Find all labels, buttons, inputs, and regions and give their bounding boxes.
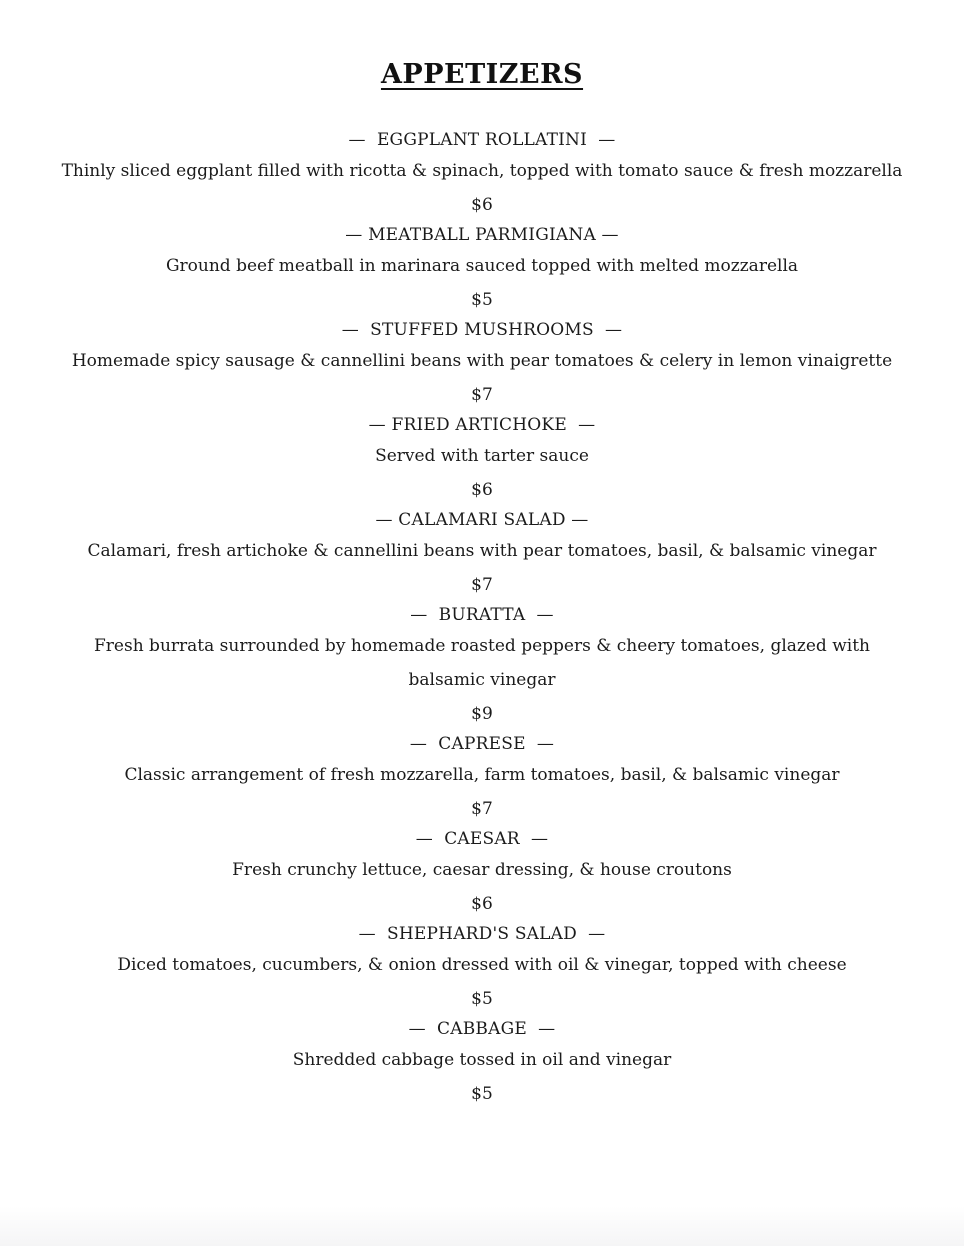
menu-item-stuffed-mushrooms: [0, 317, 964, 412]
menu-item-description: Thinly sliced eggplant filled with ricotta & spinach, topped with tomato sauce & fresh mozzarella: [61, 161, 903, 181]
menu-item-name: — SHEPHARD'S SALAD —: [358, 924, 606, 944]
menu-item-name: — CALAMARI SALAD —: [375, 510, 589, 530]
menu-item-description: Classic arrangement of fresh mozzarella, farm tomatoes, basil, & balsamic vinegar: [124, 765, 840, 785]
menu-item-buratta: [0, 602, 964, 731]
menu-item-price: $5: [471, 290, 493, 310]
menu-item-shephards-salad: [0, 921, 964, 1016]
page-title: APPETIZERS: [380, 59, 584, 90]
menu-item-price: $5: [471, 1084, 493, 1104]
menu-item-name: — BURATTA —: [410, 605, 554, 625]
menu-item-name: — CAESAR —: [415, 829, 549, 849]
menu-item-description: Homemade spicy sausage & cannellini beans with pear tomatoes & celery in lemon vinaigrette: [71, 351, 893, 371]
menu-item-name: — MEATBALL PARMIGIANA —: [345, 225, 619, 245]
menu-item-description: Ground beef meatball in marinara sauced topped with melted mozzarella: [165, 256, 799, 276]
menu-item-description: Shredded cabbage tossed in oil and vinegar: [292, 1050, 672, 1070]
menu-item-caesar: [0, 826, 964, 921]
menu-item-price: $5: [471, 989, 493, 1009]
menu-item-list: [0, 127, 964, 1111]
menu-item-price: $6: [471, 894, 493, 914]
menu-item-price: $9: [471, 704, 493, 724]
menu-item-name: — CABBAGE —: [408, 1019, 556, 1039]
menu-item-eggplant-rollatini: [0, 127, 964, 222]
menu-item-description: Served with tarter sauce: [375, 446, 589, 466]
menu-item-price: $7: [471, 385, 493, 405]
menu-item-description: Calamari, fresh artichoke & cannellini beans with pear tomatoes, basil, & balsamic vinegar: [87, 541, 877, 561]
menu-item-caprese: [0, 731, 964, 826]
menu-item-fried-artichoke: [0, 412, 964, 507]
menu-item-description: Diced tomatoes, cucumbers, & onion dressed with oil & vinegar, topped with cheese: [117, 955, 847, 975]
menu-item-name: — FRIED ARTICHOKE —: [368, 415, 596, 435]
menu-item-calamari-salad: [0, 507, 964, 602]
menu-item-name: — STUFFED MUSHROOMS —: [341, 320, 623, 340]
menu-item-price: $6: [471, 195, 493, 215]
menu-item-meatball-parmigiana: [0, 222, 964, 317]
menu-item-price: $7: [471, 575, 493, 595]
menu-item-name: — EGGPLANT ROLLATINI —: [348, 130, 616, 150]
menu-item-cabbage: [0, 1016, 964, 1111]
menu-item-name: — CAPRESE —: [409, 734, 555, 754]
menu-item-description: Fresh burrata surrounded by homemade roasted peppers & cheery tomatoes, glazed with balsamic vinegar: [94, 636, 870, 690]
menu-item-price: $7: [471, 799, 493, 819]
menu-item-price: $6: [471, 480, 493, 500]
menu-item-description: Fresh crunchy lettuce, caesar dressing, & house croutons: [232, 860, 732, 880]
page-bottom-fade: [0, 1206, 964, 1246]
